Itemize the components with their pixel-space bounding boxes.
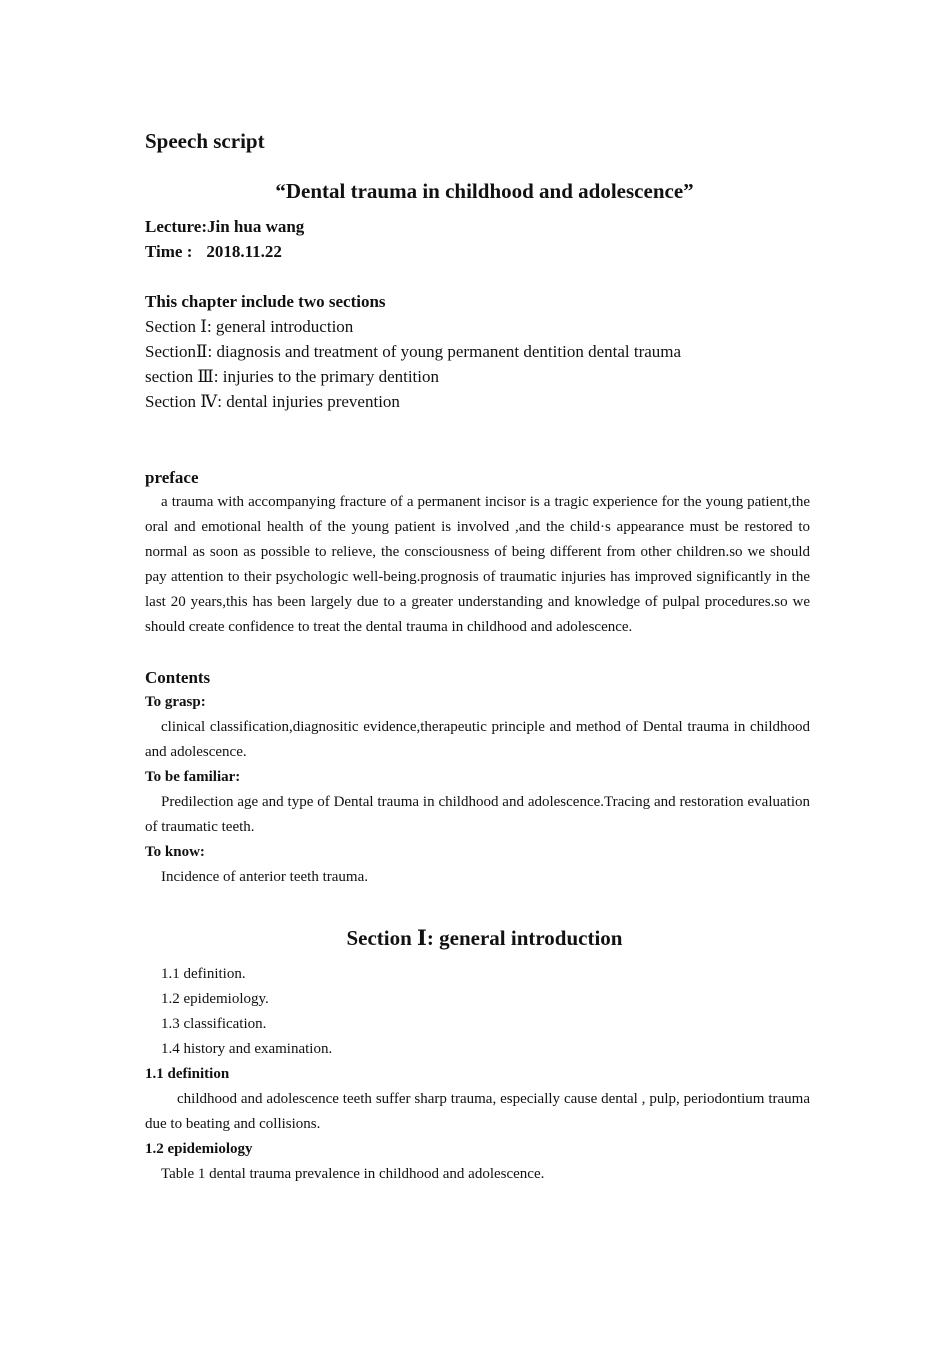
preface-heading: preface xyxy=(145,468,199,487)
document-body xyxy=(145,127,810,1187)
section-list xyxy=(145,314,810,414)
section-list-item: Section Ⅰ: general introduction xyxy=(145,317,354,336)
know-label: To know: xyxy=(145,844,205,860)
know-paragraph: Incidence of anterior teeth trauma. xyxy=(161,869,368,885)
time-value: 2018.11.22 xyxy=(206,242,282,261)
page-title: Speech script xyxy=(145,129,265,153)
table-caption: Table 1 dental trauma prevalence in childhood and adolescence. xyxy=(161,1166,545,1182)
lecture-title: “Dental trauma in childhood and adolescence” xyxy=(275,179,694,203)
section-list-item: SectionⅡ: diagnosis and treatment of young permanent dentition dental trauma xyxy=(145,342,682,361)
grasp-paragraph: clinical classification,diagnositic evidence,therapeutic principle and method of Dental trauma in childhood and adolescence. xyxy=(145,719,810,760)
definition-heading: 1.1 definition xyxy=(145,1066,230,1082)
section1-outline xyxy=(145,962,810,1062)
section-list-item: section Ⅲ: injuries to the primary dentition xyxy=(145,367,440,386)
time-line xyxy=(145,239,810,264)
familiar-label: To be familiar: xyxy=(145,769,241,785)
outline-item: 1.1 definition. xyxy=(161,966,246,982)
epidemiology-heading: 1.2 epidemiology xyxy=(145,1141,253,1157)
section1-heading: Section Ⅰ: general introduction xyxy=(346,926,623,950)
outline-item: 1.3 classification. xyxy=(161,1016,267,1032)
familiar-paragraph: Predilection age and type of Dental trauma in childhood and adolescence.Tracing and restoration evaluation of traumatic teeth. xyxy=(145,794,810,835)
grasp-label: To grasp: xyxy=(145,694,206,710)
section-list-item: Section Ⅳ: dental injuries prevention xyxy=(145,392,400,411)
chapter-heading: This chapter include two sections xyxy=(145,292,386,311)
definition-paragraph: childhood and adolescence teeth suffer sharp trauma, especially cause dental , pulp, periodontium trauma due to beating and collisions. xyxy=(145,1091,810,1132)
time-label: Time : xyxy=(145,242,193,261)
outline-item: 1.4 history and examination. xyxy=(161,1041,333,1057)
outline-item: 1.2 epidemiology. xyxy=(161,991,269,1007)
lecturer-line: Lecture:Jin hua wang xyxy=(145,217,305,236)
contents-heading: Contents xyxy=(145,668,211,687)
preface-paragraph: a trauma with accompanying fracture of a permanent incisor is a tragic experience for the young patient,the oral and emotional health of the young patient is involved ,and the child·s appearance must be restored to normal as soon as possible to relieve, the consciousness of being different from other children.so we should pay attention to their psychologic well-being.prognosis of traumatic injuries has improved significantly in the last 20 years,this has been largely due to a greater understanding and knowledge of pulpal procedures.so we should create confidence to treat the dental trauma in childhood and adolescence. xyxy=(145,494,810,635)
